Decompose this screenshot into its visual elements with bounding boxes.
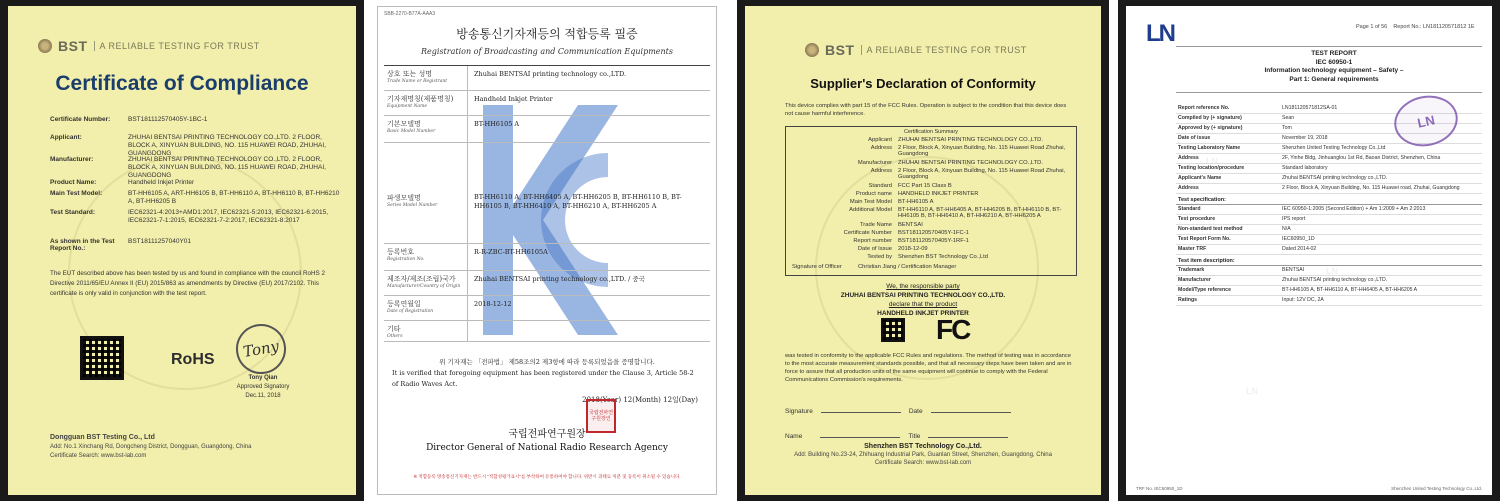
summary-row: Manufacturer ZHUHAI BENTSAI PRINTING TECHNOLOGY CO.,LTD. bbox=[857, 160, 1043, 166]
signature-fields bbox=[785, 408, 1075, 440]
date-label: Date bbox=[908, 408, 923, 415]
table-row: 제조자/제조(조립)국가 Manufacturer/Country of Origin Zhuhai BENTSAI printing technology co.,LTD. / 중국 bbox=[384, 271, 710, 296]
fcc-declaration-image bbox=[737, 0, 1109, 501]
field-test-standard: Test Standard: IEC62321-4:2013+AMD1:2017, IEC62321-5:2013, IEC62321-6:2015, IEC62321-7-1:2015, IEC62321-7-2:2017, IEC62321-8:2017 bbox=[50, 209, 329, 224]
footer-left: TRF No. IEC60950_1D bbox=[1136, 486, 1183, 491]
qr-code-icon bbox=[80, 336, 124, 380]
conformity-paragraph: was tested in conformity to the applicable FCC Rules and regulations. The method of testing was in accordance to the most accurate measurement standards possible, and that all necessary steps have been taken and are in force to assure that all production units of the same equipment will continue to comply with the Federal Communications Commission's requirements. bbox=[785, 353, 1072, 383]
brand-tagline: A RELIABLE TESTING FOR TRUST bbox=[861, 45, 1027, 55]
table-row: 기본모델명 Basic Model Number BT-HH6105 A bbox=[384, 116, 710, 143]
verification-english: It is verified that foregoing equipment has been registered under the Clause 3, Article 58-2 of Radio Waves Act. bbox=[392, 369, 694, 388]
table-row: Address 2F, Yinhe Bldg, Jinhuanglou 1st Rd, Baoan District, Shenzhen, China bbox=[1176, 154, 1482, 164]
summary-row: Main Test Model BT-HH6105 A bbox=[849, 199, 934, 205]
director-english: Director General of National Radio Research Agency bbox=[426, 443, 668, 453]
summary-row: Report number BST181120570405Y-1RF-1 bbox=[853, 238, 969, 244]
summary-row: Date of Issue 2018-12-09 bbox=[857, 246, 928, 252]
divider bbox=[1176, 92, 1482, 93]
report-heading bbox=[1186, 50, 1482, 84]
name-label: Name bbox=[785, 433, 803, 440]
signer-title: Approved Signatory bbox=[236, 384, 290, 390]
table-row: Trademark BENTSAI bbox=[1176, 266, 1482, 276]
director-korean: 국립전파연구원장 bbox=[508, 429, 586, 440]
summary-heading: Certification Summary bbox=[903, 129, 959, 135]
official-seal: 국립전파연구원장인 bbox=[586, 399, 616, 433]
brand-tagline: A RELIABLE TESTING FOR TRUST bbox=[94, 41, 260, 51]
table-row: 등록번호 Registration No. R-R-ZBC-BT-HH6105A bbox=[384, 244, 710, 271]
document-code: SBB-2270-B77A-AAA3 bbox=[384, 11, 436, 17]
signed-date: Dec.11, 2018 bbox=[245, 393, 281, 399]
field-test-report-no: As shown in the Test Report No.: BST18111257040Y01 bbox=[50, 238, 192, 252]
table-row: Model/Type reference BT-HH6105 A, BT-HH6110 A, BT-HH6405 A, BT-HH6205 A bbox=[1176, 286, 1482, 296]
declaration-intro: This device complies with part 15 of the FCC Rules. Operation is subject to the condition that this device does not cause harmful interference. bbox=[785, 103, 1067, 117]
table-row: 기자재명칭(제품명칭) Equipment Name Handheld Inkjet Printer bbox=[384, 91, 710, 116]
field-main-test-model: Main Test Model: BT-HH6105 A, ART-HH6105 B, BT-HH6110 A, BT-HH6110 B, BT-HH6210 A, BT-HH6205 B bbox=[50, 190, 340, 205]
brand-name: BST bbox=[58, 38, 88, 54]
table-row: 기타 Others bbox=[384, 321, 710, 342]
compliance-paragraph: The EUT described above has been tested by us and found in compliance with the council RoHS 2 Directive 2011/65/EU Annex II (EU) 2015/863 as amendments by Directive (EU) 2017/2102. This certificate is only valid in conjunction with the test report. bbox=[50, 270, 326, 297]
watermark: LN bbox=[1206, 156, 1218, 166]
issue-date: 2018(Year) 12(Month) 12일(Day) bbox=[582, 396, 698, 404]
bst-logo-icon bbox=[805, 43, 819, 57]
footer-search: Certificate Search: www.bst-lab.com bbox=[50, 453, 147, 459]
summary-row: Certificate Number BST181120570405Y-1FC-1 bbox=[843, 230, 969, 236]
table-row: Test Report Form No. IEC60950_1D bbox=[1176, 235, 1482, 245]
bst-logo-icon bbox=[38, 39, 52, 53]
table-row: Applicant's Name Zhuhai BENTSAI printing technology co.,LTD. bbox=[1176, 174, 1482, 184]
section-test-item: Test item description: bbox=[1176, 255, 1482, 266]
page-number: Page 1 of 56 bbox=[1356, 24, 1388, 30]
qr-code-icon bbox=[881, 318, 905, 342]
summary-row: Applicant ZHUHAI BENTSAI PRINTING TECHNOLOGY CO.,LTD. bbox=[868, 137, 1043, 143]
watermark: LN bbox=[1326, 266, 1338, 276]
declaration-footer bbox=[745, 443, 1101, 467]
fcc-logo-icon: FC bbox=[936, 314, 970, 345]
divider bbox=[1176, 46, 1482, 47]
bst-header bbox=[805, 42, 1027, 58]
footer-company: Dongguan BST Testing Co., Ltd bbox=[50, 434, 155, 441]
heading-line: Part 1: General requirements bbox=[1289, 75, 1379, 83]
test-report-paper bbox=[1126, 6, 1492, 495]
registration-paper bbox=[377, 6, 717, 495]
heading-line: Information technology equipment – Safety – bbox=[1264, 67, 1404, 74]
certification-summary-box bbox=[785, 126, 1077, 276]
field-product-name: Product Name: Handheld Inkjet Printer bbox=[50, 179, 195, 186]
footer-company: Shenzhen BST Technology Co.,Ltd. bbox=[864, 443, 982, 450]
declaration-paper bbox=[745, 6, 1101, 495]
table-row: Date of issue November 19, 2018 bbox=[1176, 134, 1482, 144]
table-row: 파생모델명 Series Model Number BT-HH6110 A, BT-HH6405 A, BT-HH6205 B, BT-HH6110 B, BT-HH6105 B, BT-HH6410 A, BT-HH6210 A, BT-HH6205 A bbox=[384, 143, 710, 244]
ln-logo: LN bbox=[1146, 20, 1174, 47]
table-row: Ratings Input: 12V DC, 2A bbox=[1176, 296, 1482, 306]
summary-row: Tested by Shenzhen BST Technology Co.,Ltd bbox=[867, 254, 989, 260]
certificate-title: Certificate of Compliance bbox=[55, 72, 309, 95]
section-test-specification: Test specification: bbox=[1176, 194, 1482, 205]
heading-line: IEC 60950-1 bbox=[1315, 58, 1353, 66]
page-info bbox=[1356, 24, 1475, 30]
declare-line: declare that the product bbox=[888, 301, 958, 308]
signatory-block bbox=[228, 374, 298, 401]
title-english: Registration of Broadcasting and Communication Equipments bbox=[421, 47, 673, 56]
table-row: Master TRF Dated 2014-02 bbox=[1176, 245, 1482, 255]
table-row: Manufacturer Zhuhai BENTSAI printing technology co.,LTD. bbox=[1176, 276, 1482, 286]
table-row: Testing Laboratory Name Shenzhen United Testing Technology Co.,Ltd bbox=[1176, 144, 1482, 154]
footer-address: Add: Building No.23-24, Zhihuang Industrial Park, Guanlan Street, Shenzhen, Guangdong, China bbox=[794, 452, 1052, 458]
declaration-title: Supplier's Declaration of Conformity bbox=[810, 76, 1036, 91]
certificate-of-compliance-image bbox=[0, 0, 364, 501]
field-certificate-number: Certificate Number: BST181112570405Y-1BC-1 bbox=[50, 116, 208, 123]
signature-stamp: Tony bbox=[232, 320, 290, 378]
responsible-line: We, the responsible party bbox=[886, 283, 960, 290]
warning-note: ※ 적합등록 방송통신기자재는 반드시 "적합성평가표시"를 부착하여 유통하여야 합니다. 위반시 과태료 처분 및 등록이 취소될 수 있습니다. bbox=[413, 474, 681, 479]
table-row: 상호 또는 성명 Trade Name or Registrant Zhuhai BENTSAI printing technology co.,LTD. bbox=[384, 66, 710, 91]
responsible-party bbox=[745, 282, 1101, 318]
summary-row: Address 2 Floor, Block A, Xinyuan Building, No. 115 Huawei Road Zhuhai, Guangdong bbox=[870, 168, 1066, 180]
field-manufacturer: Manufacturer: ZHUHAI BENTSAI PRINTING TECHNOLOGY CO.,LTD. 2 FLOOR, BLOCK A, XINYUAN BUILDING, NO. 115 HUAWEI ROAD, ZHUHAI, GUANGDONG bbox=[50, 156, 326, 179]
rohs-mark: RoHS bbox=[171, 351, 215, 368]
responsible-company: ZHUHAI BENTSAI PRINTING TECHNOLOGY CO.,LTD. bbox=[840, 292, 1006, 299]
ln-stamp: LN bbox=[1390, 90, 1463, 152]
verification-korean: 위 기자재는 「전파법」 제58조의2 제3항에 따라 등록되었음을 증명합니다. bbox=[439, 358, 655, 366]
report-footer bbox=[1136, 486, 1482, 491]
table-row: Standard IEC 60950-1:2005 (Second Edition) + Am 1:2009 + Am 2:2013 bbox=[1176, 205, 1482, 215]
table-row: Report reference No. LN181120571812SA-01 bbox=[1176, 104, 1482, 114]
verification-text bbox=[392, 357, 702, 390]
table-row: Address 2 Floor, Block A, Xinyuan Building, No. 115 Huawei road, Zhuhai, Guangdong bbox=[1176, 184, 1482, 194]
summary-row: Product name HANDHELD INKJET PRINTER bbox=[855, 191, 979, 197]
summary-row: Additional Model BT-HH6110 A, BT-HH6405 A, BT-HH6205 B, BT-HH6110 B, BT-HH6105 B, BT-HH6410 A, BT-HH6210 A, BT-HH6205 A bbox=[849, 207, 1062, 219]
bst-header bbox=[38, 38, 260, 54]
report-number: Report No.: LN181120571812 1E bbox=[1393, 24, 1475, 30]
test-report-image bbox=[1118, 0, 1500, 501]
table-row: Test procedure IPS report bbox=[1176, 215, 1482, 225]
table-row: Approved by (+ signature) Tom bbox=[1176, 124, 1482, 134]
summary-row: Address 2 Floor, Block A, Xinyuan Building, No. 115 Huawei Road Zhuhai, Guangdong bbox=[870, 145, 1066, 157]
summary-row: Standard FCC Part 15 Class B bbox=[868, 183, 952, 189]
signature-row: Signature of Officer Christian Jiang / Certification Manager bbox=[792, 264, 957, 270]
footer-right: Shenzhen United Testing Technology Co.,Ltd. bbox=[1391, 486, 1482, 491]
field-applicant: Applicant: ZHUHAI BENTSAI PRINTING TECHNOLOGY CO.,LTD. 2 FLOOR, BLOCK A, XINYUAN BUILDING, NO. 115 HUAWEI ROAD, ZHUHAI, GUANGDONG bbox=[50, 134, 326, 157]
watermark: LN bbox=[1246, 386, 1258, 396]
certificate-paper bbox=[8, 6, 356, 495]
table-row: Testing location/procedure Standard laboratory bbox=[1176, 164, 1482, 174]
brand-name: BST bbox=[825, 42, 855, 58]
table-row: 등록연월일 Date of Registration 2018-12-12 bbox=[384, 296, 710, 321]
title-korean: 방송통신기자재등의 적합등록 필증 bbox=[456, 27, 638, 41]
declared-product: HANDHELD INKJET PRINTER bbox=[877, 310, 969, 317]
table-row: Compiled by (+ signature) Sean bbox=[1176, 114, 1482, 124]
signature-label: Signature bbox=[785, 408, 813, 415]
title-label: Title bbox=[908, 433, 921, 440]
certificate-footer bbox=[50, 433, 340, 461]
korean-registration-image bbox=[369, 0, 725, 501]
table-row: Non-standard test method N/A bbox=[1176, 225, 1482, 235]
summary-row: Trade Name BENTSAI bbox=[859, 222, 923, 228]
heading-line: TEST REPORT bbox=[1311, 50, 1357, 57]
signer-name: Tony Qian bbox=[248, 375, 278, 381]
footer-search: Certificate Search: www.bst-lab.com bbox=[874, 460, 972, 466]
footer-address: Add: No.1 Xinchang Rd, Dongcheng District, Dongguan, Guangdong, China bbox=[50, 444, 252, 450]
registration-table bbox=[384, 65, 710, 342]
